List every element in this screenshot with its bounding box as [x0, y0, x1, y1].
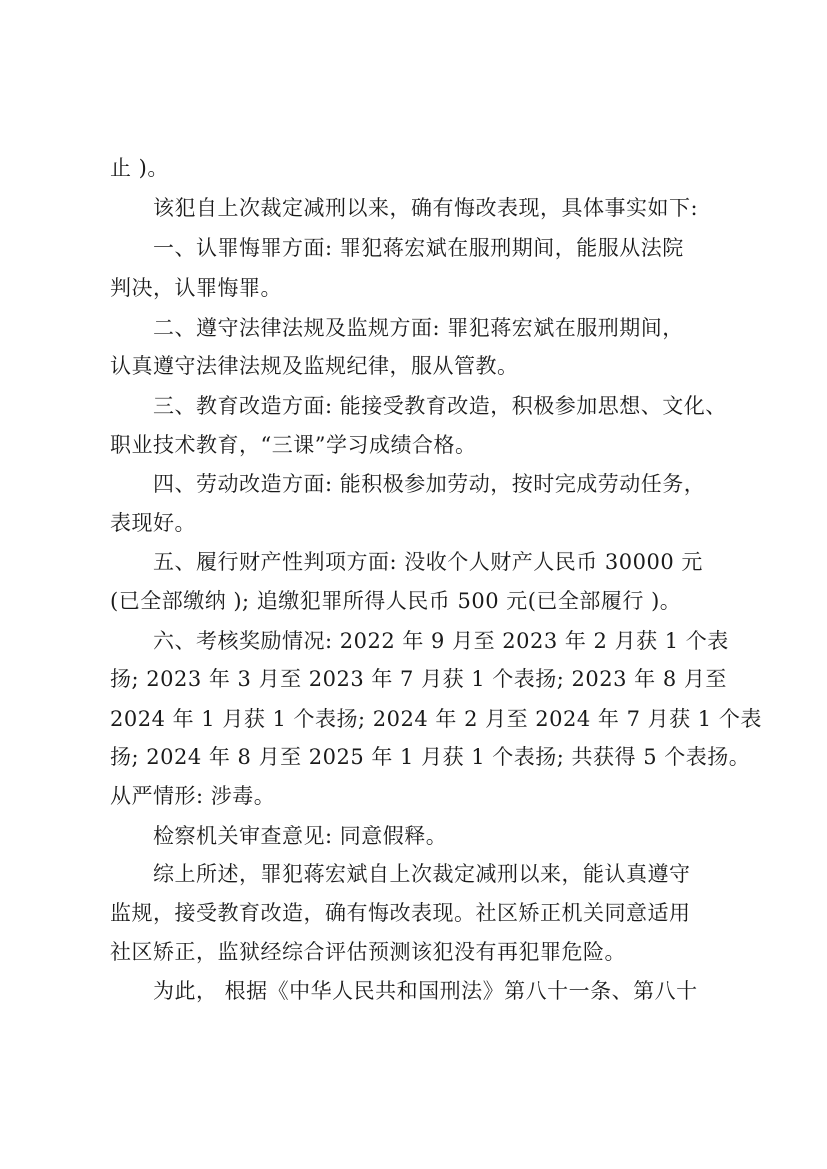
text-line-16: 扬; 2024 年 8 月至 2025 年 1 月获 1 个表扬; 共获得 5 个表扬。	[110, 745, 751, 769]
text-line-1: 止 )。	[110, 156, 169, 180]
text-line-13: 六、考核奖励情况: 2022 年 9 月至 2023 年 2 月获 1 个表	[153, 629, 729, 653]
text-line-14: 扬; 2023 年 3 月至 2023 年 7 月获 1 个表扬; 2023 年 8 月至	[110, 667, 727, 691]
text-line-20: 监规，接受教育改造，确有悔改表现。社区矫正机关同意适用	[110, 901, 691, 925]
text-line-7: 三、教育改造方面: 能接受教育改造，积极参加思想、文化、	[153, 394, 727, 418]
text-line-3: 一、认罪悔罪方面: 罪犯蒋宏斌在服刑期间，能服从法院	[153, 236, 684, 260]
text-line-10: 表现好。	[110, 511, 196, 535]
text-line-21: 社区矫正，监狱经综合评估预测该犯没有再犯罪危险。	[110, 940, 626, 964]
text-line-19: 综上所述，罪犯蒋宏斌自上次裁定减刑以来，能认真遵守	[153, 862, 691, 886]
text-line-6: 认真遵守法律法规及监规纪律，服从管教。	[110, 354, 519, 378]
text-line-18: 检察机关审查意见: 同意假释。	[153, 824, 448, 848]
text-line-12: (已全部缴纳 ); 追缴犯罪所得人民币 500 元(已全部履行 )。	[110, 589, 682, 613]
text-line-2: 该犯自上次裁定减刑以来，确有悔改表现，具体事实如下:	[153, 196, 699, 220]
text-line-8: 职业技术教育，“三课”学习成绩合格。	[110, 433, 477, 457]
text-line-11: 五、履行财产性判项方面: 没收个人财产人民币 30000 元	[153, 550, 703, 574]
text-line-4: 判决，认罪悔罪。	[110, 276, 282, 300]
text-line-22: 为此， 根据《中华人民共和国刑法》第八十一条、第八十	[153, 979, 698, 1003]
text-line-17: 从严情形: 涉毒。	[110, 784, 276, 808]
text-line-5: 二、遵守法律法规及监规方面: 罪犯蒋宏斌在服刑期间，	[153, 316, 684, 340]
text-line-15: 2024 年 1 月获 1 个表扬; 2024 年 2 月至 2024 年 7 月获 1 个表	[110, 707, 762, 731]
text-line-9: 四、劳动改造方面: 能积极参加劳动，按时完成劳动任务，	[153, 472, 706, 496]
